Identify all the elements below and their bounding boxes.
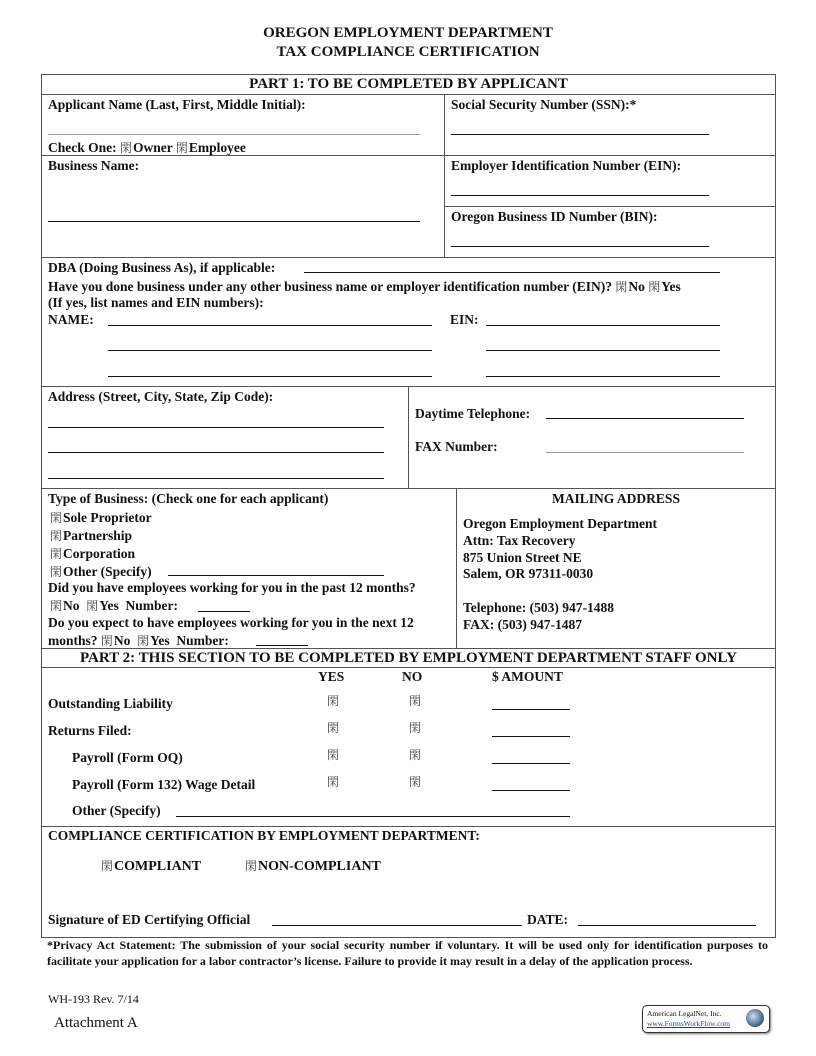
row-returns-filed: Returns Filed:	[48, 723, 132, 738]
divider	[456, 488, 457, 648]
type-label: Other (Specify)	[63, 564, 152, 579]
globe-icon	[746, 1009, 764, 1027]
date-input[interactable]	[578, 925, 756, 926]
type-label: Corporation	[63, 546, 136, 561]
compliant-label: COMPLIANT	[114, 859, 202, 874]
employee-label: Employee	[188, 140, 246, 155]
other-ein-input-1[interactable]	[486, 325, 720, 326]
other-ein-input-2[interactable]	[486, 350, 720, 351]
past-yes-checkbox[interactable]: 閑	[86, 599, 99, 613]
privacy-statement: *Privacy Act Statement: The submission of your social security number if voluntary. It will be used only for identification purposes to facilitate your application for a labor contractor’s license. Failure to provide it may result in a delay of the application process.	[47, 938, 768, 968]
divider	[41, 826, 776, 827]
mailing-line: 875 Union Street NE	[463, 550, 582, 565]
next-number-input[interactable]	[256, 645, 308, 646]
checkbox[interactable]: 閑	[50, 565, 63, 579]
liability-no-checkbox[interactable]: 閑	[409, 694, 422, 708]
owner-label: Owner	[133, 140, 173, 155]
employee-checkbox[interactable]: 閑	[175, 141, 188, 155]
divider	[41, 667, 776, 668]
check-one-label: Check One:	[48, 140, 117, 155]
attachment-label: Attachment A	[54, 1015, 138, 1031]
applicant-name-input[interactable]	[48, 134, 420, 135]
ssn-input[interactable]	[451, 134, 709, 135]
yes-label: Yes	[150, 633, 170, 648]
col-yes: YES	[318, 669, 345, 684]
other-business-row	[48, 278, 681, 295]
mailing-fax: FAX: (503) 947-1487	[463, 617, 582, 632]
type-other-input[interactable]	[168, 575, 384, 576]
fax-input[interactable]	[546, 452, 744, 453]
past-employees-question: Did you have employees working for you in the past 12 months?	[48, 580, 416, 595]
compliant-option[interactable]	[101, 857, 201, 875]
checkbox[interactable]: 閑	[50, 547, 63, 561]
row-outstanding-liability: Outstanding Liability	[48, 696, 173, 711]
date-label: DATE:	[527, 912, 569, 927]
type-corporation[interactable]	[50, 545, 135, 562]
logo-url[interactable]: www.FormsWorkFlow.com	[647, 1019, 731, 1028]
other-specify-input[interactable]	[176, 816, 570, 817]
address-input-1[interactable]	[48, 427, 384, 428]
non-compliant-checkbox[interactable]: 閑	[245, 859, 258, 873]
other-business-yes-checkbox[interactable]: 閑	[648, 280, 661, 294]
legalnet-logo[interactable]	[642, 1005, 770, 1033]
number-label: Number:	[125, 598, 179, 613]
applicant-name-label: Applicant Name (Last, First, Middle Initial):	[48, 97, 306, 112]
non-compliant-option[interactable]	[245, 857, 381, 875]
returns-yes-checkbox[interactable]: 閑	[327, 721, 340, 735]
check-one-row	[48, 139, 246, 156]
next-no-checkbox[interactable]: 閑	[100, 634, 113, 648]
divider	[444, 206, 776, 207]
other-ein-input-3[interactable]	[486, 376, 720, 377]
past-employees-row	[50, 597, 178, 614]
compliant-checkbox[interactable]: 閑	[101, 859, 114, 873]
mailing-line: Salem, OR 97311-0030	[463, 566, 594, 581]
past-number-input[interactable]	[198, 611, 250, 612]
form-title-2: TAX COMPLIANCE CERTIFICATION	[276, 44, 540, 60]
non-compliant-label: NON-COMPLIANT	[258, 859, 381, 874]
yes-label: Yes	[99, 598, 119, 613]
divider	[444, 155, 776, 156]
row-other: Other (Specify)	[72, 803, 161, 818]
divider	[408, 386, 409, 488]
divider	[41, 94, 776, 95]
no-label: No	[113, 633, 131, 648]
returns-amount-input[interactable]	[492, 736, 570, 737]
address-input-3[interactable]	[48, 478, 384, 479]
row-payroll-132: Payroll (Form 132) Wage Detail	[72, 777, 256, 792]
bin-input[interactable]	[451, 246, 709, 247]
yes-label: Yes	[661, 279, 681, 294]
divider	[444, 94, 445, 257]
part2-header: PART 2: THIS SECTION TO BE COMPLETED BY EMPLOYMENT DEPARTMENT STAFF ONLY	[80, 650, 737, 666]
daytime-phone-input[interactable]	[546, 418, 744, 419]
payroll-132-amount-input[interactable]	[492, 790, 570, 791]
other-name-input-1[interactable]	[108, 325, 432, 326]
business-name-label: Business Name:	[48, 158, 140, 173]
divider	[41, 488, 776, 489]
mailing-heading: MAILING ADDRESS	[552, 491, 680, 506]
dba-input[interactable]	[304, 272, 720, 273]
months-label: months?	[48, 633, 98, 648]
other-name-input-2[interactable]	[108, 350, 432, 351]
signature-label: Signature of ED Certifying Official	[48, 912, 251, 927]
checkbox[interactable]: 閑	[50, 529, 63, 543]
no-label: No	[63, 598, 80, 613]
logo-company: American LegalNet, Inc.	[647, 1009, 722, 1018]
mailing-line: Attn: Tax Recovery	[463, 533, 576, 548]
form-number: WH-193 Rev. 7/14	[48, 992, 139, 1006]
address-label: Address (Street, City, State, Zip Code):	[48, 389, 274, 404]
past-no-checkbox[interactable]: 閑	[50, 599, 63, 613]
returns-no-checkbox[interactable]: 閑	[409, 721, 422, 735]
fax-label: FAX Number:	[415, 439, 498, 454]
address-input-2[interactable]	[48, 452, 384, 453]
type-partnership[interactable]	[50, 527, 132, 544]
type-sole-proprietor[interactable]	[50, 509, 152, 526]
next-yes-checkbox[interactable]: 閑	[137, 634, 150, 648]
compliance-heading: COMPLIANCE CERTIFICATION BY EMPLOYMENT DEPARTMENT:	[48, 828, 480, 843]
divider	[41, 257, 776, 258]
liability-amount-input[interactable]	[492, 709, 570, 710]
payroll-132-no-checkbox[interactable]: 閑	[409, 775, 422, 789]
bin-label: Oregon Business ID Number (BIN):	[451, 209, 658, 224]
row-payroll-oq: Payroll (Form OQ)	[72, 750, 183, 765]
col-no: NO	[402, 669, 423, 684]
part1-header: PART 1: TO BE COMPLETED BY APPLICANT	[249, 76, 568, 92]
name-label: NAME:	[48, 312, 94, 327]
ein-list-label: EIN:	[450, 312, 479, 327]
next-employees-row	[48, 632, 229, 649]
mailing-line: Oregon Employment Department	[463, 516, 657, 531]
col-amount: $ AMOUNT	[492, 669, 563, 684]
number-label: Number:	[176, 633, 229, 648]
next-employees-question: Do you expect to have employees working for you in the next 12	[48, 615, 414, 630]
type-business-label: Type of Business: (Check one for each applicant)	[48, 491, 329, 506]
ein-input[interactable]	[451, 195, 709, 196]
other-business-question: Have you done business under any other business name or employer identification number (EIN)?	[48, 279, 612, 294]
form-title-1: OREGON EMPLOYMENT DEPARTMENT	[263, 25, 553, 41]
business-name-input[interactable]	[48, 221, 420, 222]
payroll-oq-no-checkbox[interactable]: 閑	[409, 748, 422, 762]
owner-checkbox[interactable]: 閑	[120, 141, 133, 155]
dba-label: DBA (Doing Business As), if applicable:	[48, 260, 276, 275]
mailing-phone: Telephone: (503) 947-1488	[463, 600, 614, 615]
daytime-phone-label: Daytime Telephone:	[415, 406, 531, 421]
payroll-132-yes-checkbox[interactable]: 閑	[327, 775, 340, 789]
type-other[interactable]	[50, 563, 152, 580]
no-label: No	[628, 279, 645, 294]
signature-input[interactable]	[272, 925, 522, 926]
type-label: Sole Proprietor	[63, 510, 152, 525]
checkbox[interactable]: 閑	[50, 511, 63, 525]
payroll-oq-yes-checkbox[interactable]: 閑	[327, 748, 340, 762]
list-names-label: (If yes, list names and EIN numbers):	[48, 295, 264, 310]
other-business-no-checkbox[interactable]: 閑	[615, 280, 628, 294]
ssn-label: Social Security Number (SSN):*	[451, 97, 637, 112]
liability-yes-checkbox[interactable]: 閑	[327, 694, 340, 708]
type-label: Partnership	[63, 528, 133, 543]
ein-label: Employer Identification Number (EIN):	[451, 158, 682, 173]
other-name-input-3[interactable]	[108, 376, 432, 377]
payroll-oq-amount-input[interactable]	[492, 763, 570, 764]
